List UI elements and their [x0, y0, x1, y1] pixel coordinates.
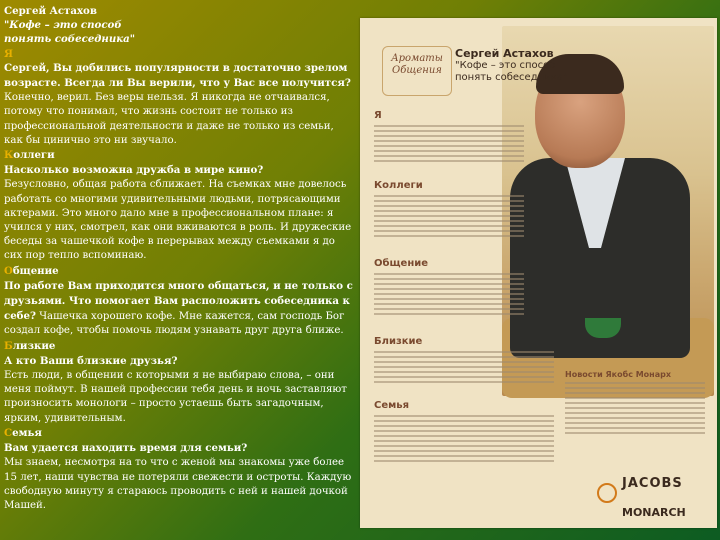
question-3: По работе Вам приходится много общаться, и не только с друзьями. Что помогает Вам расположить собеседника к себе? Чашечка хорошего кофе. Мне кажется, сам господь Бог создал кофе, чтобы помочь людям узнавать друг друга ближе. [4, 279, 353, 337]
question-2: Насколько возможна дружба в мире кино? [4, 164, 264, 177]
mag-section-ya: Я [374, 110, 382, 121]
text-lines [374, 270, 524, 318]
question-5: Вам удается находить время для семьи? [4, 442, 248, 455]
jacobs-brand: JACOBS [622, 476, 683, 491]
section-communication: Общение [4, 264, 59, 277]
mag-section-close: Близкие [374, 336, 423, 347]
magazine-page [360, 18, 717, 528]
article-title: "Кофе – это способ понять собеседника" [4, 19, 136, 46]
coffee-cup-icon [585, 318, 621, 338]
jacobs-icon [597, 483, 617, 503]
author-name: Сергей Астахов [4, 5, 97, 17]
mag-section-communication: Общение [374, 258, 429, 269]
news-block: Новости Якобс Монарх [565, 370, 705, 437]
answer-4: Есть люди, в общении с которыми я не выбираю слова, – они меня поймут. В нашей профессии тебя день и ночь заставляют произносить монологи – просто устаешь быть загадочным, ярким, удивительным. [4, 370, 347, 424]
answer-5: Мы знаем, несмотря на то что с женой мы знакомы уже более 15 лет, наши чувства не потеряли свежести и остроты. Каждую свободную минуту я стараюсь проводить с ней и нашей дочкой Машей. [4, 457, 352, 511]
text-lines [374, 348, 554, 386]
question-4: А кто Ваши близкие друзья? [4, 354, 178, 367]
aromaty-logo: Ароматы Общения [382, 46, 452, 96]
mag-section-family: Семья [374, 400, 410, 411]
answer-1: Конечно, верил. Без веры нельзя. Я никогда не отчаивался, потому что понимал, что жизнь состоит не только из профессиональной деятельности и даже не только из семьи, как бы цинично это ни звучало. [4, 92, 334, 146]
answer-2: Безусловно, общая работа сближает. На съемках мне довелось работать со многими удивительными людьми, потрясающими актерами. Это много дало мне в профессиональном плане: я учился у них, смотрел, как они вживаются в роль. И дружеские беседы за чашечкой кофе в перерывах между съемками я до сих пор тепло вспоминаю. [4, 179, 352, 262]
question-1: Сергей, Вы добились популярности в достаточно зрелом возрасте. Всегда ли Вы верили, что у Вас все получится? [4, 61, 351, 90]
interview-text [4, 4, 354, 513]
section-close: Близкие [4, 339, 56, 352]
text-lines [374, 412, 554, 465]
section-colleagues: Коллеги [4, 149, 55, 162]
text-lines [374, 192, 524, 240]
mag-section-colleagues: Коллеги [374, 180, 423, 191]
monarch-brand: MONARCH [622, 506, 686, 519]
text-lines [374, 122, 524, 165]
section-cap-ya: Я [4, 47, 13, 60]
magazine-title: Сергей Астахов "Кофе – это способ понять собеседника" [455, 47, 568, 83]
section-family: Семья [4, 426, 42, 439]
